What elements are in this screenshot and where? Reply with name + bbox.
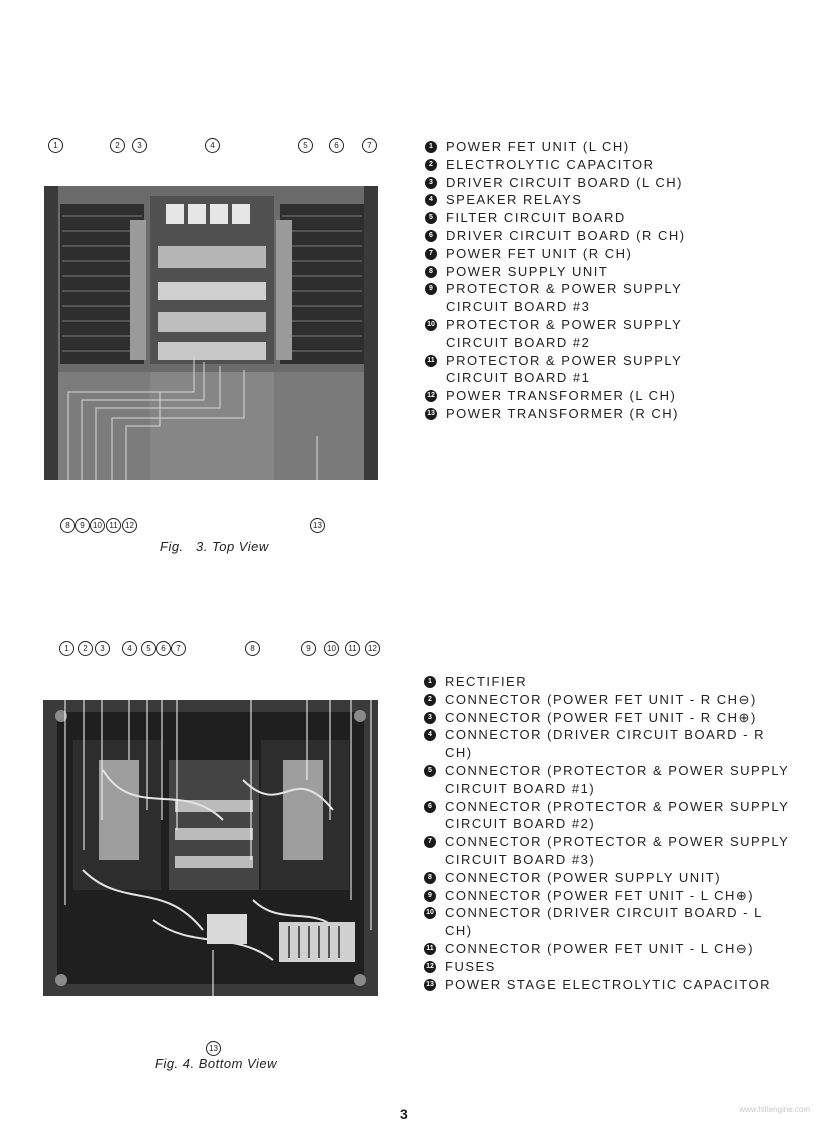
- legend-text: POWER TRANSFORMER (L CH): [446, 388, 677, 404]
- legend-number: 9: [424, 890, 436, 902]
- fig3-callout-13: 13: [310, 518, 325, 533]
- legend-text: POWER FET UNIT (R CH): [446, 245, 633, 261]
- legend-item: [424, 762, 794, 798]
- legend-item: [424, 887, 794, 905]
- legend-number: 6: [425, 230, 437, 242]
- legend-text: CONNECTOR (PROTECTOR & POWER SUPPLY CIRCUIT BOARD #3): [445, 834, 790, 867]
- legend-item: [424, 904, 794, 940]
- legend-text: PROTECTOR & POWER SUPPLY CIRCUIT BOARD #1: [446, 352, 683, 386]
- fig3-callout-4: 4: [205, 138, 220, 153]
- fig3-callout-7: 7: [362, 138, 377, 153]
- fig4-callout-1: 1: [59, 641, 74, 656]
- legend-text: DRIVER CIRCUIT BOARD (R CH): [446, 227, 686, 243]
- legend-item: [424, 726, 794, 762]
- legend-item: [425, 245, 745, 263]
- legend-item: [425, 227, 745, 245]
- fig4-callout-9: 9: [301, 641, 316, 656]
- legend-text: CONNECTOR (POWER FET UNIT - R CH⊕): [445, 709, 757, 725]
- legend-text: CONNECTOR (DRIVER CIRCUIT BOARD - L CH): [445, 905, 763, 939]
- legend-number: 6: [424, 801, 436, 813]
- legend-number: 12: [424, 961, 436, 973]
- legend-text: POWER STAGE ELECTROLYTIC CAPACITOR: [445, 976, 771, 992]
- fig4-callout-2: 2: [78, 641, 93, 656]
- fig3-callout-9: 9: [75, 518, 90, 533]
- fig4-callout-13: 13: [206, 1041, 221, 1056]
- legend-text: FILTER CIRCUIT BOARD: [446, 210, 626, 226]
- legend-number: 13: [425, 408, 437, 420]
- fig4-callout-8: 8: [245, 641, 260, 656]
- legend-number: 5: [425, 212, 437, 224]
- legend-item: [425, 280, 745, 316]
- legend-item: [424, 869, 794, 887]
- legend-number: 9: [425, 283, 437, 295]
- legend-item: [425, 316, 745, 352]
- legend-number: 1: [424, 676, 436, 688]
- fig4-callout-10: 10: [324, 641, 339, 656]
- legend-text: CONNECTOR (PROTECTOR & POWER SUPPLY CIRCUIT BOARD #2): [445, 798, 790, 832]
- legend-number: 11: [424, 943, 436, 955]
- fig3-callout-8: 8: [60, 518, 75, 533]
- legend-item: [425, 405, 745, 423]
- legend-text: PROTECTOR & POWER SUPPLY CIRCUIT BOARD #2: [446, 316, 683, 350]
- legend-number: 2: [425, 159, 437, 171]
- legend-number: 8: [424, 872, 436, 884]
- legend-text: SPEAKER RELAYS: [446, 192, 583, 208]
- legend-text: POWER SUPPLY UNIT: [446, 263, 609, 279]
- fig4-caption: Fig. 4. Bottom View: [155, 1056, 277, 1071]
- legend-item: [424, 709, 794, 727]
- fig4-callout-12: 12: [365, 641, 380, 656]
- fig3-legend: [425, 138, 745, 423]
- legend-item: [425, 138, 745, 156]
- fig3-callout-2: 2: [110, 138, 125, 153]
- legend-text: RECTIFIER: [445, 674, 528, 689]
- legend-text: POWER FET UNIT (L CH): [446, 139, 630, 154]
- legend-number: 7: [424, 836, 436, 848]
- legend-text: POWER TRANSFORMER (R CH): [446, 405, 679, 421]
- watermark: www.hifiengine.com: [739, 1105, 810, 1114]
- legend-item: [424, 958, 794, 976]
- legend-number: 11: [425, 355, 437, 367]
- legend-item: [424, 673, 794, 691]
- legend-item: [425, 174, 745, 192]
- legend-text: CONNECTOR (DRIVER CIRCUIT BOARD - R CH): [445, 727, 765, 761]
- fig3-caption: Fig. 3. Top View: [160, 539, 269, 554]
- legend-number: 13: [424, 979, 436, 991]
- fig3-callout-11: 11: [106, 518, 121, 533]
- fig4-legend: [424, 673, 794, 993]
- legend-text: FUSES: [445, 958, 496, 974]
- fig3-callout-5: 5: [298, 138, 313, 153]
- fig4-callout-3: 3: [95, 641, 110, 656]
- bottom-view-illustration: [43, 700, 378, 996]
- legend-text: DRIVER CIRCUIT BOARD (L CH): [446, 174, 683, 190]
- fig3-callout-3: 3: [132, 138, 147, 153]
- fig4-callout-7: 7: [171, 641, 186, 656]
- fig3-callout-12: 12: [122, 518, 137, 533]
- legend-text: CONNECTOR (POWER SUPPLY UNIT): [445, 869, 722, 885]
- fig3-callout-1: 1: [48, 138, 63, 153]
- legend-number: 7: [425, 248, 437, 260]
- legend-number: 2: [424, 694, 436, 706]
- legend-number: 4: [424, 729, 436, 741]
- legend-item: [424, 976, 794, 994]
- bottom-view-photo: [43, 700, 378, 996]
- legend-item: [425, 387, 745, 405]
- legend-number: 10: [425, 319, 437, 331]
- legend-item: [424, 833, 794, 869]
- fig4-callout-4: 4: [122, 641, 137, 656]
- legend-item: [425, 209, 745, 227]
- legend-number: 10: [424, 907, 436, 919]
- fig3-callout-6: 6: [329, 138, 344, 153]
- fig4-callout-5: 5: [141, 641, 156, 656]
- top-view-photo: [44, 186, 378, 480]
- legend-item: [425, 191, 745, 209]
- legend-item: [425, 263, 745, 281]
- legend-item: [424, 940, 794, 958]
- legend-text: CONNECTOR (POWER FET UNIT - L CH⊕): [445, 887, 755, 903]
- legend-text: PROTECTOR & POWER SUPPLY CIRCUIT BOARD #3: [446, 281, 683, 315]
- fig3-callout-10: 10: [90, 518, 105, 533]
- legend-item: [424, 798, 794, 834]
- legend-item: [424, 691, 794, 709]
- legend-text: ELECTROLYTIC CAPACITOR: [446, 156, 655, 172]
- legend-item: [425, 156, 745, 174]
- page-number: 3: [400, 1106, 408, 1122]
- legend-item: [425, 352, 745, 388]
- top-view-illustration: [44, 186, 378, 480]
- legend-number: 12: [425, 390, 437, 402]
- legend-number: 3: [424, 712, 436, 724]
- legend-number: 3: [425, 177, 437, 189]
- legend-number: 4: [425, 194, 437, 206]
- legend-text: CONNECTOR (POWER FET UNIT - L CH⊖): [445, 940, 755, 956]
- legend-number: 5: [424, 765, 436, 777]
- legend-number: 8: [425, 266, 437, 278]
- legend-text: CONNECTOR (POWER FET UNIT - R CH⊖): [445, 691, 757, 707]
- fig4-callout-6: 6: [156, 641, 171, 656]
- legend-number: 1: [425, 141, 437, 153]
- fig4-callout-11: 11: [345, 641, 360, 656]
- legend-text: CONNECTOR (PROTECTOR & POWER SUPPLY CIRCUIT BOARD #1): [445, 762, 790, 796]
